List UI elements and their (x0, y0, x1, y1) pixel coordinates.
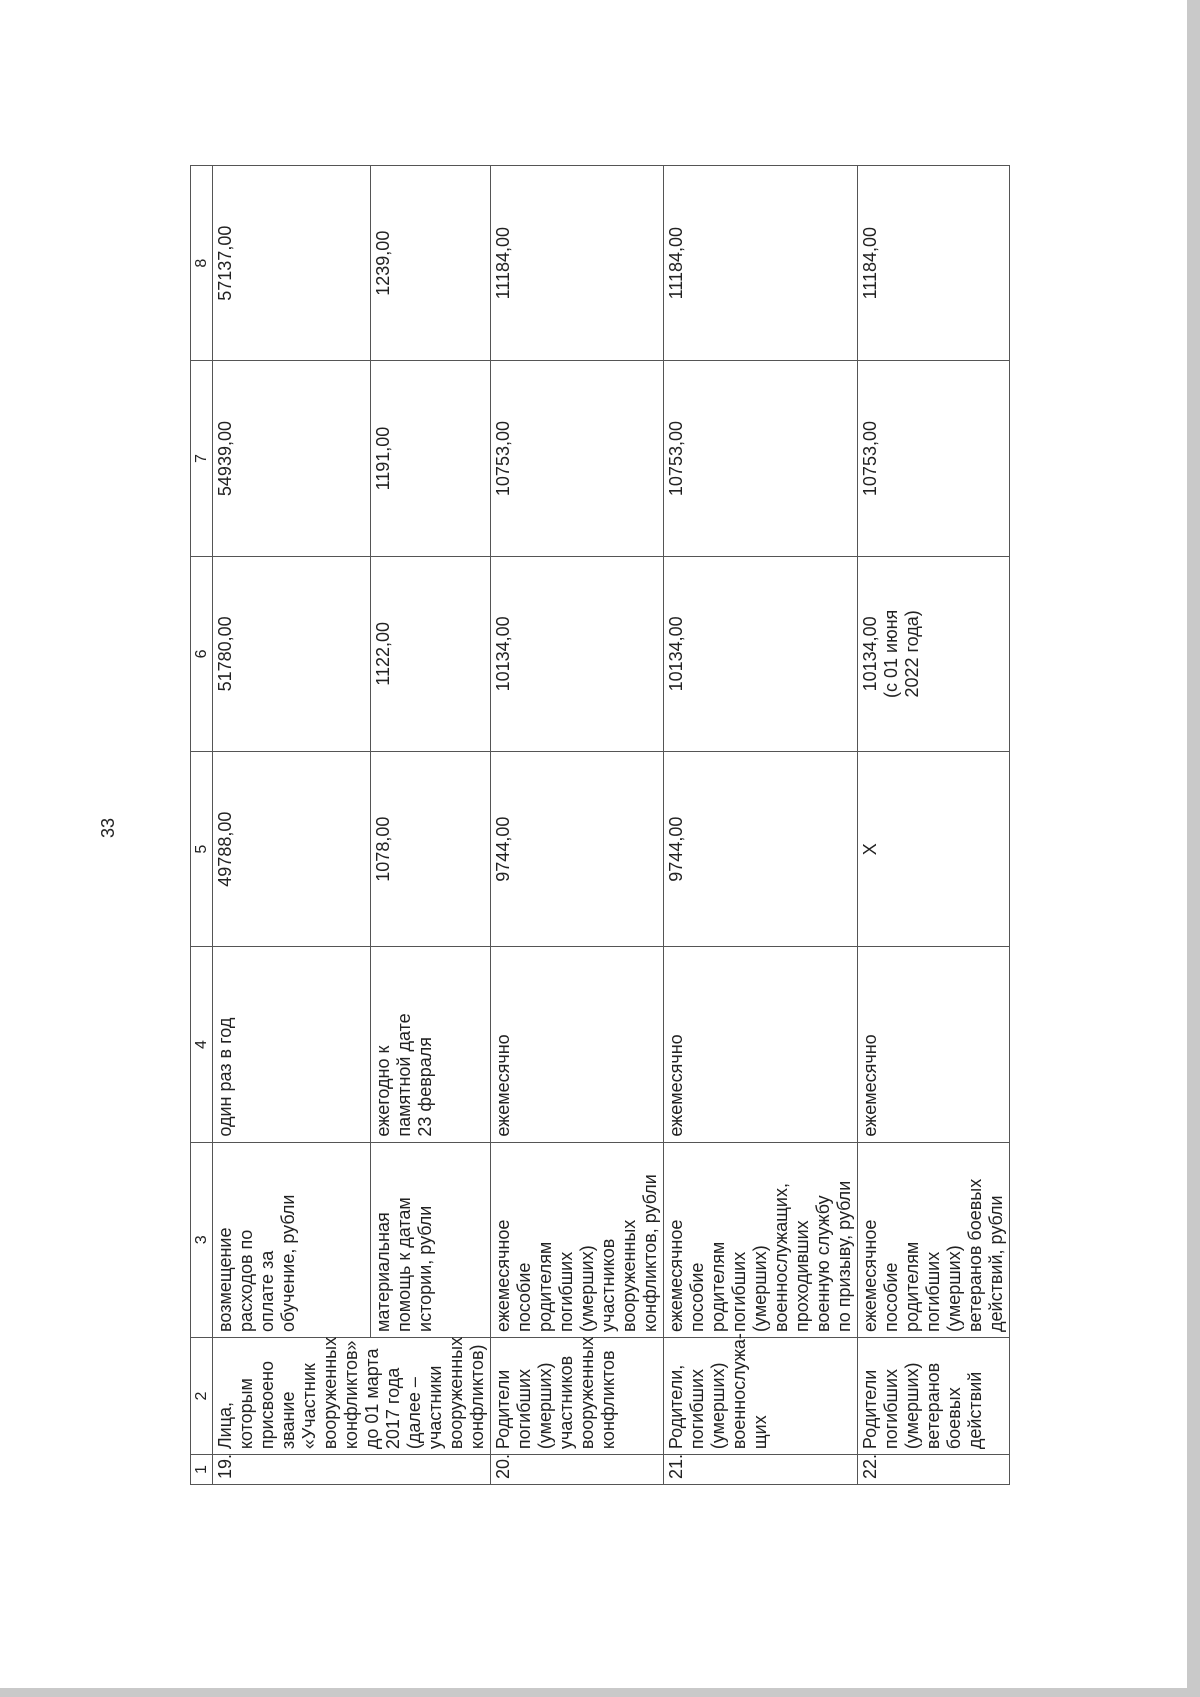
table-row (213, 166, 371, 1485)
description-line: ежемесячное (493, 1219, 513, 1332)
amount-line: 10134,00 (860, 616, 880, 692)
amount-col7-cell: 10753,00 (664, 361, 858, 556)
description-line: участников (598, 1238, 618, 1332)
amount-col8-cell: 11184,00 (491, 166, 664, 361)
amount-line: (с 01 июня (881, 609, 901, 698)
description-line: пособие (687, 1262, 707, 1332)
description-line: погибших (556, 1251, 576, 1332)
description-line: оплате за (257, 1250, 277, 1332)
description-line: родителям (902, 1241, 922, 1332)
category-line: Родители (860, 1369, 880, 1450)
category-line: конфликтов) (467, 1344, 487, 1450)
category-line: Родители, (666, 1364, 686, 1450)
category-line: конфликтов» (341, 1340, 361, 1450)
description-line: пособие (881, 1262, 901, 1332)
frequency-line: ежемесячно (493, 1034, 513, 1137)
category-line: щих (750, 1415, 770, 1450)
amount-col6-cell (491, 556, 664, 751)
amount-col8-cell: 11184,00 (664, 166, 858, 361)
description-line: погибших (923, 1251, 943, 1332)
description-line: действий, рубли (986, 1195, 1006, 1332)
amount-col5-cell: 9744,00 (664, 752, 858, 947)
category-line: 2017 года (383, 1367, 403, 1450)
table-row (491, 166, 664, 1485)
category-line: звание (278, 1391, 298, 1450)
description-line: помощь к датам (393, 1197, 414, 1332)
frequency-line: 23 февраля (414, 1036, 435, 1137)
frequency-cell (213, 947, 371, 1142)
description-line: ежемесячное (860, 1219, 880, 1332)
category-line: участников (556, 1355, 576, 1450)
description-line: ежемесячное (666, 1219, 686, 1332)
category-line: до 01 марта (362, 1348, 382, 1450)
category-line: Лица, которым (215, 1378, 256, 1450)
frequency-cell (491, 947, 664, 1142)
frequency-cell (858, 947, 1010, 1142)
category-line: «Участник (299, 1363, 319, 1450)
column-number: 5 (191, 752, 213, 947)
amount-col8-cell: 1239,00 (370, 166, 490, 361)
description-line: (умерших) (944, 1245, 964, 1332)
description-line: родителям (708, 1241, 728, 1332)
table-row (664, 166, 858, 1485)
category-cell (664, 1333, 858, 1454)
amount-col5-cell: 9744,00 (491, 752, 664, 947)
category-line: вооруженных (320, 1336, 340, 1450)
category-line: (умерших) (535, 1362, 555, 1450)
category-line: вооруженных (446, 1336, 466, 1450)
payment-description-cell (491, 1142, 664, 1337)
amount-col7-cell: 54939,00 (213, 361, 371, 556)
description-line: военнослужащих, (771, 1183, 791, 1332)
column-number-row (191, 166, 213, 1485)
description-line: материальная (372, 1212, 393, 1332)
description-line: проходивших (792, 1220, 812, 1332)
category-line: конфликтов (598, 1350, 618, 1450)
description-line: военную службу (813, 1195, 833, 1332)
payment-description-cell (858, 1142, 1010, 1337)
row-number-cell: 21. (664, 1455, 858, 1485)
column-number: 4 (191, 947, 213, 1142)
description-line: вооруженных (619, 1219, 639, 1332)
amount-col5-cell: 49788,00 (213, 752, 371, 947)
category-line: погибших (514, 1368, 534, 1450)
description-line: погибших (729, 1251, 749, 1332)
category-cell (491, 1337, 664, 1454)
category-cell (858, 1337, 1010, 1454)
frequency-cell (370, 947, 490, 1142)
category-line: вооруженных (577, 1336, 597, 1450)
amount-col5-cell: X (858, 752, 1010, 947)
frequency-cell (664, 947, 858, 1142)
amount-line: 10134,00 (493, 616, 513, 692)
payment-description-cell (664, 1142, 858, 1337)
description-line: (умерших) (750, 1245, 770, 1332)
amount-line: 10134,00 (666, 616, 686, 692)
category-line: действий (965, 1371, 985, 1450)
description-line: возмещение (215, 1227, 235, 1332)
column-number: 3 (191, 1142, 213, 1337)
row-number-cell: 19. (213, 1455, 491, 1485)
category-line: участники (425, 1365, 445, 1450)
amount-col6-cell (664, 556, 858, 751)
benefits-table (190, 165, 1010, 1485)
page-number: 33 (98, 817, 118, 839)
frequency-line: ежегодно к (372, 1045, 393, 1137)
description-line: истории, рубли (414, 1205, 435, 1332)
column-number: 2 (191, 1337, 213, 1454)
amount-line: 1122,00 (372, 622, 393, 686)
row-number-cell: 20. (491, 1455, 664, 1485)
category-line: (далее – (404, 1377, 424, 1450)
frequency-line: один раз в год (215, 1017, 235, 1137)
amount-col7-cell: 10753,00 (491, 361, 664, 556)
table-row (370, 166, 490, 1485)
row-number-cell: 22. (858, 1455, 1010, 1485)
category-cell (213, 1337, 491, 1454)
description-line: обучение, рубли (278, 1194, 298, 1332)
category-line: присвоено (257, 1360, 277, 1450)
description-line: ветеранов боевых (965, 1178, 985, 1332)
category-line: боевых (944, 1387, 964, 1450)
column-number: 8 (191, 166, 213, 361)
column-number: 1 (191, 1455, 213, 1485)
column-number: 6 (191, 556, 213, 751)
frequency-line: ежемесячно (860, 1034, 880, 1137)
amount-col7-cell: 10753,00 (858, 361, 1010, 556)
amount-line: 2022 года) (902, 610, 922, 698)
category-line: Родители (493, 1369, 513, 1450)
category-line: погибших (881, 1368, 901, 1450)
table-row (858, 166, 1010, 1485)
table-body (191, 166, 1010, 1485)
amount-col6-cell (213, 556, 371, 751)
rotated-table-sheet (190, 165, 1108, 1485)
amount-col6-cell (370, 556, 490, 751)
amount-col6-cell (858, 556, 1010, 751)
payment-description-cell (213, 1142, 371, 1337)
frequency-line: памятной дате (393, 1013, 414, 1137)
amount-col8-cell: 57137,00 (213, 166, 371, 361)
description-line: родителям (535, 1241, 555, 1332)
payment-description-cell (370, 1142, 490, 1337)
column-number: 7 (191, 361, 213, 556)
amount-line: 51780,00 (215, 616, 235, 692)
description-line: пособие (514, 1262, 534, 1332)
description-line: расходов по (236, 1229, 256, 1332)
amount-col7-cell: 1191,00 (370, 361, 490, 556)
description-line: по призыву, рубли (834, 1180, 854, 1332)
category-line: (умерших) (902, 1362, 922, 1450)
amount-col5-cell: 1078,00 (370, 752, 490, 947)
amount-col8-cell: 11184,00 (858, 166, 1010, 361)
category-line: погибших (687, 1368, 707, 1450)
frequency-line: ежемесячно (666, 1034, 686, 1137)
description-line: (умерших) (577, 1245, 597, 1332)
description-line: конфликтов, рубли (640, 1174, 660, 1332)
category-line: ветеранов (923, 1362, 943, 1450)
category-line: (умерших) (708, 1362, 728, 1450)
category-line: военнослужа- (729, 1333, 749, 1450)
